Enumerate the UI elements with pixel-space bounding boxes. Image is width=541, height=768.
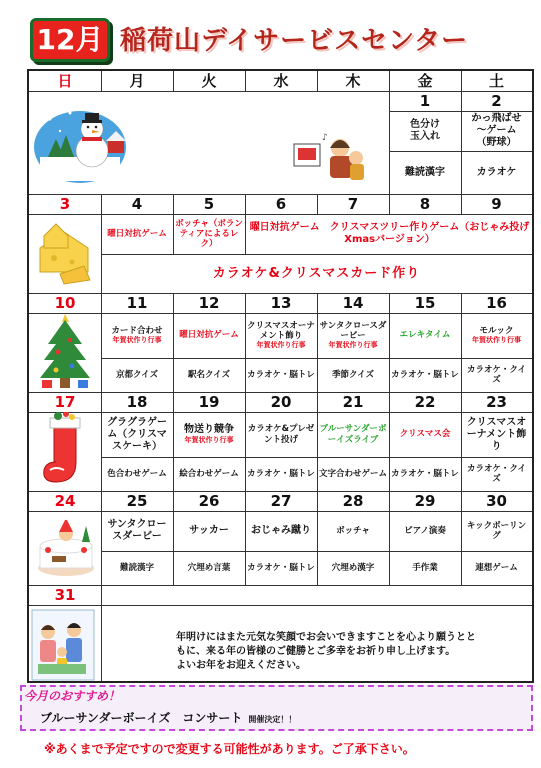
- event-text: [111, 326, 162, 345]
- event-mon-week2: 曜日対抗ゲーム: [107, 228, 167, 239]
- grid-line: [173, 214, 174, 254]
- weekday-header-5: 金: [417, 72, 433, 90]
- event-text: [247, 424, 315, 444]
- day-number: 12: [198, 294, 220, 312]
- recommendation-note: 開催決定！！: [248, 715, 297, 724]
- svg-text:♪: ♪: [322, 133, 328, 143]
- event-cell-bottom: カラオケ・脳トレ: [247, 369, 315, 380]
- day-number: 17: [54, 393, 76, 411]
- recommendation-label: 今月のおすすめ！: [24, 689, 121, 703]
- snowman-illustration: [30, 95, 130, 187]
- day-number: 31: [54, 586, 76, 604]
- event-title: 物送り競争: [184, 424, 234, 436]
- day-number: 5: [203, 195, 215, 213]
- day-number: 4: [131, 195, 143, 213]
- event-title: サンタクロースダービー: [107, 519, 167, 542]
- day-number: 10: [54, 294, 76, 312]
- day-number: 1: [419, 92, 431, 110]
- event-cell: [461, 412, 532, 457]
- event-title: ボッチャ: [336, 525, 370, 536]
- day-number: 11: [126, 294, 148, 312]
- header: [0, 0, 541, 66]
- event-sat-bottom: カラオケ: [476, 166, 517, 178]
- grid-line: [101, 585, 102, 681]
- grid-line: [317, 71, 318, 91]
- message-line: 年明けにはまた元気な笑顔でお会いできますことを心より願うとと: [176, 632, 476, 643]
- month-label: 12月: [36, 23, 104, 56]
- day-number: 24: [54, 492, 76, 510]
- grid-line: [245, 214, 246, 254]
- weekday-header-4: 木: [345, 72, 361, 90]
- event-title: キックボーリング: [466, 520, 527, 541]
- grid-line: [245, 392, 246, 491]
- weekday-header-2: 火: [201, 72, 217, 90]
- event-cell-bottom: 穴埋め漢字: [331, 562, 375, 573]
- event-cell: [245, 511, 317, 551]
- event-cell-bottom: 駅名クイズ: [188, 369, 230, 380]
- day-number: 8: [419, 195, 431, 213]
- event-cell-bottom: カラオケ・クイズ: [467, 364, 526, 385]
- christmas-tree-illustration: [36, 310, 94, 392]
- grid-line: [461, 491, 462, 585]
- event-fri-bottom: 難読漢字: [405, 166, 445, 178]
- grid-line: [29, 605, 532, 606]
- footnote: ※あくまで予定ですので変更する可能性があります。ご了承下さい。: [44, 742, 415, 756]
- event-sat-top: かっ飛ばせ 〜ゲーム （野球）: [471, 113, 522, 148]
- event-fri-top: 色分け 玉入れ: [410, 119, 440, 142]
- event-cell-bottom: 絵合わせゲーム: [179, 468, 239, 479]
- grid-line: [173, 392, 174, 491]
- recommendation-content: [40, 709, 296, 726]
- day-number: 2: [491, 92, 502, 110]
- day-number: 14: [342, 294, 364, 312]
- grid-line: [317, 293, 318, 392]
- event-cell-bottom: カラオケ・クイズ: [467, 463, 526, 484]
- family-tv-illustration: [290, 128, 370, 186]
- event-cell: [317, 313, 389, 358]
- grid-line: [101, 71, 102, 91]
- event-cell: [173, 511, 245, 551]
- grid-line: [101, 194, 102, 214]
- grid-line: [173, 194, 174, 214]
- grid-line: [317, 194, 318, 214]
- event-title: クリスマスオーナメント飾り: [247, 321, 315, 342]
- event-text: [400, 330, 451, 340]
- event-title: クリスマスオーナメント飾り: [466, 416, 527, 452]
- weekday-header-3: 水: [273, 72, 289, 90]
- event-text: [336, 526, 370, 536]
- grid-line: [461, 293, 462, 392]
- grid-line: [389, 392, 390, 491]
- new-year-message: [176, 631, 526, 673]
- grid-line: [461, 194, 462, 214]
- family-photo-illustration: [30, 608, 96, 682]
- event-cell: [389, 412, 461, 457]
- day-number: 19: [198, 393, 220, 411]
- grid-line: [245, 293, 246, 392]
- day-number: 15: [414, 294, 436, 312]
- event-title: クリスマス会: [399, 429, 451, 440]
- grid-line: [29, 412, 532, 413]
- grid-line: [389, 91, 390, 194]
- grid-line: [29, 511, 532, 512]
- event-title: モルック: [479, 326, 514, 337]
- event-text: [472, 326, 521, 345]
- grid-line: [173, 71, 174, 91]
- event-text: [251, 525, 311, 537]
- event-subtitle: 年賀状作り行事: [328, 341, 378, 350]
- event-cell-bottom: 穴埋め言葉: [187, 562, 231, 573]
- grid-line: [461, 91, 462, 194]
- day-number: 18: [126, 393, 148, 411]
- grid-line: [317, 491, 318, 585]
- event-cell: [245, 412, 317, 457]
- event-cell: [389, 511, 461, 551]
- event-cell-bottom: 連想ゲーム: [475, 562, 518, 573]
- day-number: 7: [347, 195, 359, 213]
- event-subtitle: 年賀状作り行事: [112, 336, 162, 345]
- event-cell: [101, 412, 173, 457]
- event-wed-sat-week2: 曜日対抗ゲーム クリスマスツリー作りゲーム（おじゃみ投げXmasバージョン）: [249, 222, 530, 245]
- day-number: 26: [198, 492, 220, 510]
- grid-line: [245, 491, 246, 585]
- grid-line: [173, 491, 174, 585]
- event-title: 曜日対抗ゲーム: [179, 330, 239, 341]
- message-line: よいお年をお迎えください。: [176, 660, 306, 671]
- grid-line: [29, 392, 532, 393]
- event-tue-week2: ボッチャ（ボランティアによるレク）: [175, 218, 243, 250]
- event-title: サンタクロースダービー: [319, 321, 387, 342]
- grid-line: [389, 71, 390, 91]
- event-text: [103, 519, 171, 543]
- grid-line: [389, 293, 390, 392]
- grid-line: [101, 254, 532, 255]
- grid-line: [29, 491, 532, 492]
- grid-line: [29, 214, 532, 215]
- grid-line: [101, 214, 102, 293]
- event-cell-bottom: カラオケ・脳トレ: [391, 468, 459, 479]
- day-number: 16: [486, 294, 507, 312]
- day-number: 27: [270, 492, 292, 510]
- cheese-illustration: [34, 218, 94, 286]
- grid-line: [461, 71, 462, 91]
- event-text: [319, 424, 387, 444]
- event-title: グラグラゲーム（クリスマスケーキ）: [107, 416, 167, 452]
- event-cell-bottom: 手作業: [412, 562, 438, 573]
- event-cell-bottom: カラオケ・脳トレ: [247, 468, 315, 479]
- event-title: カラオケ&プレゼント投げ: [247, 424, 315, 445]
- grid-line: [29, 313, 532, 314]
- day-number: 6: [275, 195, 287, 213]
- event-text: [184, 424, 234, 444]
- event-title: ピアノ演奏: [404, 525, 446, 536]
- day-number: 9: [491, 195, 502, 213]
- event-subtitle: 年賀状作り行事: [472, 336, 521, 345]
- event-cell: [317, 412, 389, 457]
- event-cell: [389, 313, 461, 358]
- grid-line: [317, 392, 318, 491]
- event-title: ブルーサンダーボーイズライブ: [319, 424, 387, 445]
- weekday-header-1: 月: [129, 72, 145, 90]
- event-subtitle: 年賀状作り行事: [256, 341, 306, 350]
- day-number: 29: [414, 492, 436, 510]
- event-cell-bottom: 季節クイズ: [332, 369, 374, 380]
- event-text: [319, 321, 387, 350]
- grid-line: [29, 194, 532, 195]
- event-cell-bottom: 文字合わせゲーム: [319, 468, 388, 479]
- event-title: サッカー: [189, 525, 229, 536]
- grid-line: [29, 585, 532, 586]
- cake-illustration: [34, 512, 98, 586]
- event-cell: [173, 313, 245, 358]
- recommendation-event: ブルーサンダーボーイズ コンサート: [40, 711, 243, 725]
- event-cell-bottom: 色合わせゲーム: [107, 468, 167, 479]
- event-cell: [173, 412, 245, 457]
- event-cell: [101, 313, 173, 358]
- event-title: おじゃみ蹴り: [251, 525, 311, 536]
- event-text: [404, 526, 446, 536]
- event-text: [400, 429, 451, 439]
- event-cell: [461, 511, 532, 551]
- grid-line: [29, 293, 532, 294]
- weekday-header-6: 土: [488, 72, 504, 90]
- grid-line: [461, 392, 462, 491]
- event-text: [189, 525, 229, 537]
- grid-line: [29, 91, 532, 92]
- grid-line: [389, 194, 390, 214]
- page-title: 稲荷山デイサービスセンター: [120, 26, 469, 56]
- grid-line: [389, 491, 390, 585]
- grid-line: [101, 392, 102, 491]
- day-number: 23: [486, 393, 507, 411]
- event-cell: [101, 511, 173, 551]
- stocking-illustration: [36, 412, 94, 490]
- day-number: 25: [126, 492, 148, 510]
- event-cell: [245, 313, 317, 358]
- weekday-header-0: 日: [57, 72, 73, 90]
- event-text: [247, 321, 315, 350]
- event-text: [463, 417, 530, 453]
- event-title: エレキタイム: [399, 330, 451, 341]
- event-subtitle: 年賀状作り行事: [184, 436, 234, 445]
- day-number: 20: [270, 393, 292, 411]
- event-title: カード合わせ: [111, 326, 163, 337]
- event-cell-bottom: カラオケ・脳トレ: [247, 562, 315, 573]
- grid-line: [245, 194, 246, 214]
- event-text: [179, 330, 239, 340]
- grid-line: [173, 293, 174, 392]
- event-cell: [461, 313, 532, 358]
- event-cell-bottom: カラオケ・脳トレ: [391, 369, 459, 380]
- day-number: 22: [414, 393, 436, 411]
- grid-line: [101, 293, 102, 392]
- day-number: 3: [59, 195, 71, 213]
- day-number: 28: [342, 492, 364, 510]
- message-line: もに、来る年の皆様のご健勝とご多幸をお祈り申し上げます。: [176, 646, 456, 657]
- recommendation-box: [20, 685, 533, 731]
- grid-line: [245, 71, 246, 91]
- event-text: [103, 417, 171, 453]
- event-cell-bottom: 京都クイズ: [116, 369, 158, 380]
- event-text: [463, 521, 530, 541]
- event-banner-week2: カラオケ&クリスマスカード作り: [212, 265, 421, 281]
- event-cell-bottom: 難読漢字: [119, 562, 154, 573]
- grid-line: [101, 491, 102, 585]
- day-number: 13: [270, 294, 292, 312]
- day-number: 21: [342, 393, 364, 411]
- day-number: 30: [486, 492, 507, 510]
- event-cell: [317, 511, 389, 551]
- month-badge: [30, 18, 110, 62]
